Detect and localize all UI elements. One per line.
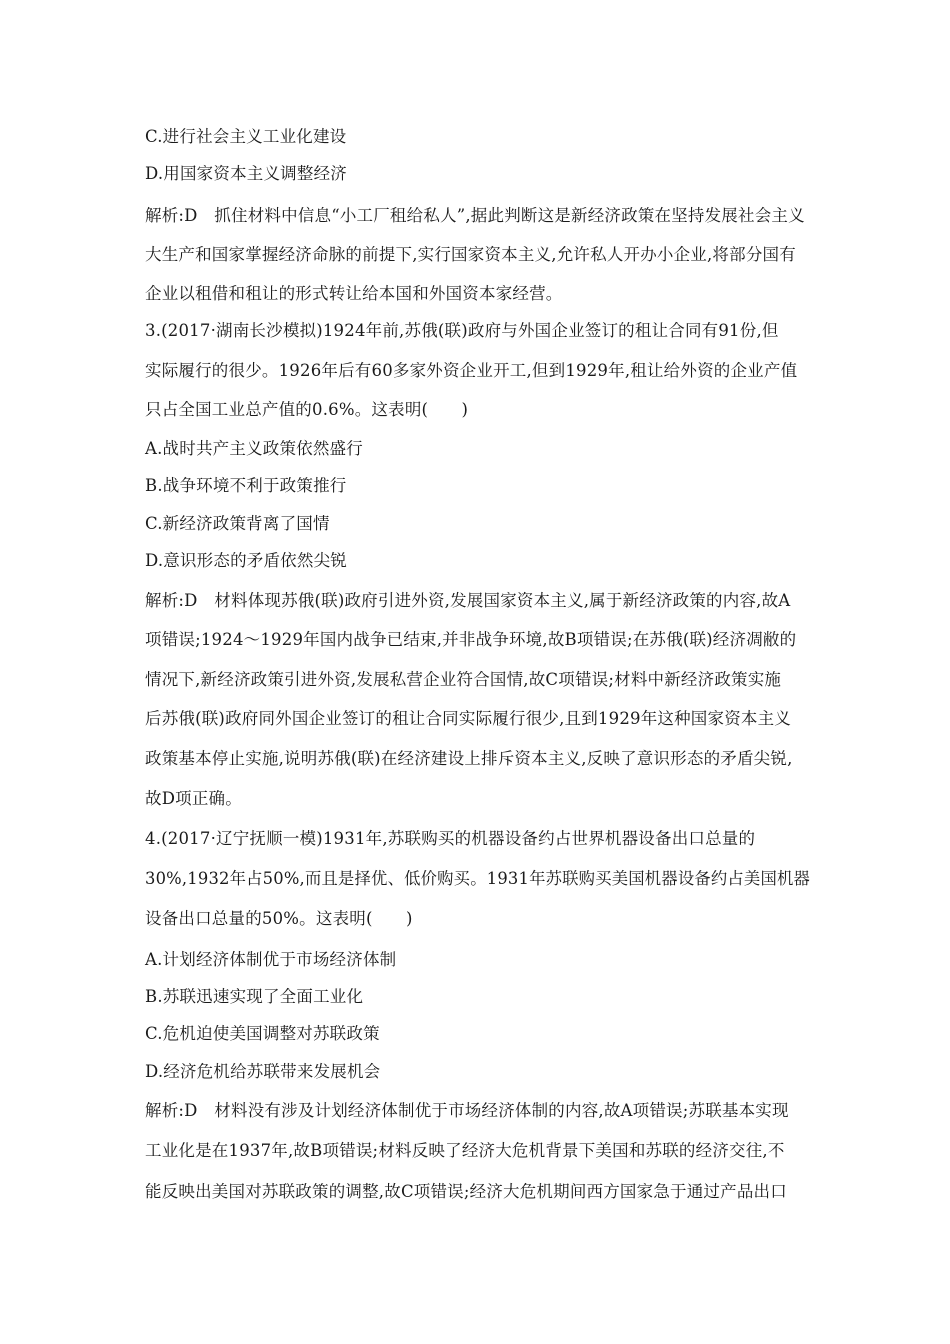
option-d-q4: D.经济危机给苏联带来发展机会 xyxy=(145,1062,381,1081)
analysis-q2-line-3: 企业以租借和租让的形式转让给本国和外国资本家经营。 xyxy=(145,284,563,303)
option-a-q4: A.计划经济体制优于市场经济体制 xyxy=(145,950,397,969)
option-b-q3: B.战争环境不利于政策推行 xyxy=(145,476,347,495)
analysis-q3-line-1: 解析:D 材料体现苏俄(联)政府引进外资,发展国家资本主义,属于新经济政策的内容,故A xyxy=(145,591,791,610)
question-3-line-1: 3.(2017·湖南长沙模拟)1924年前,苏俄(联)政府与外国企业签订的租让合同有91份,但 xyxy=(145,321,779,340)
analysis-q4-line-3: 能反映出美国对苏联政策的调整,故C项错误;经济大危机期间西方国家急于通过产品出口 xyxy=(145,1182,787,1201)
question-3-line-2: 实际履行的很少。1926年后有60多家外资企业开工,但到1929年,租让给外资的企业产值 xyxy=(145,361,798,380)
option-d-q3: D.意识形态的矛盾依然尖锐 xyxy=(145,551,347,570)
analysis-q3-line-3: 情况下,新经济政策引进外资,发展私营企业符合国情,故C项错误;材料中新经济政策实施 xyxy=(145,670,782,689)
option-d-q2: D.用国家资本主义调整经济 xyxy=(145,164,347,183)
analysis-q2-line-1: 解析:D 抓住材料中信息“小工厂租给私人”,据此判断这是新经济政策在坚持发展社会主义 xyxy=(145,206,805,225)
option-c-q4: C.危机迫使美国调整对苏联政策 xyxy=(145,1024,380,1043)
option-a-q3: A.战时共产主义政策依然盛行 xyxy=(145,439,363,458)
question-4-line-2: 30%,1932年占50%,而且是择优、低价购买。1931年苏联购买美国机器设备约占美国机器 xyxy=(145,869,811,888)
option-b-q4: B.苏联迅速实现了全面工业化 xyxy=(145,987,364,1006)
question-4-line-1: 4.(2017·辽宁抚顺一模)1931年,苏联购买的机器设备约占世界机器设备出口总量的 xyxy=(145,829,756,848)
analysis-q4-line-1: 解析:D 材料没有涉及计划经济体制优于市场经济体制的内容,故A项错误;苏联基本实现 xyxy=(145,1101,789,1120)
question-4-line-3: 设备出口总量的50%。这表明( ) xyxy=(145,909,413,928)
analysis-q3-line-6: 故D项正确。 xyxy=(145,789,242,808)
analysis-q2-line-2: 大生产和国家掌握经济命脉的前提下,实行国家资本主义,允许私人开办小企业,将部分国有 xyxy=(145,245,796,264)
option-c-q2: C.进行社会主义工业化建设 xyxy=(145,127,347,146)
option-c-q3: C.新经济政策背离了国情 xyxy=(145,514,330,533)
analysis-q4-line-2: 工业化是在1937年,故B项错误;材料反映了经济大危机背景下美国和苏联的经济交往,不 xyxy=(145,1141,785,1160)
analysis-q3-line-5: 政策基本停止实施,说明苏俄(联)在经济建设上排斥资本主义,反映了意识形态的矛盾尖锐, xyxy=(145,749,793,768)
question-3-line-3: 只占全国工业总产值的0.6%。这表明( ) xyxy=(145,400,469,419)
analysis-q3-line-4: 后苏俄(联)政府同外国企业签订的租让合同实际履行很少,且到1929年这种国家资本主义 xyxy=(145,709,792,728)
analysis-q3-line-2: 项错误;1924～1929年国内战争已结束,并非战争环境,故B项错误;在苏俄(联)经济凋敝的 xyxy=(145,630,797,649)
